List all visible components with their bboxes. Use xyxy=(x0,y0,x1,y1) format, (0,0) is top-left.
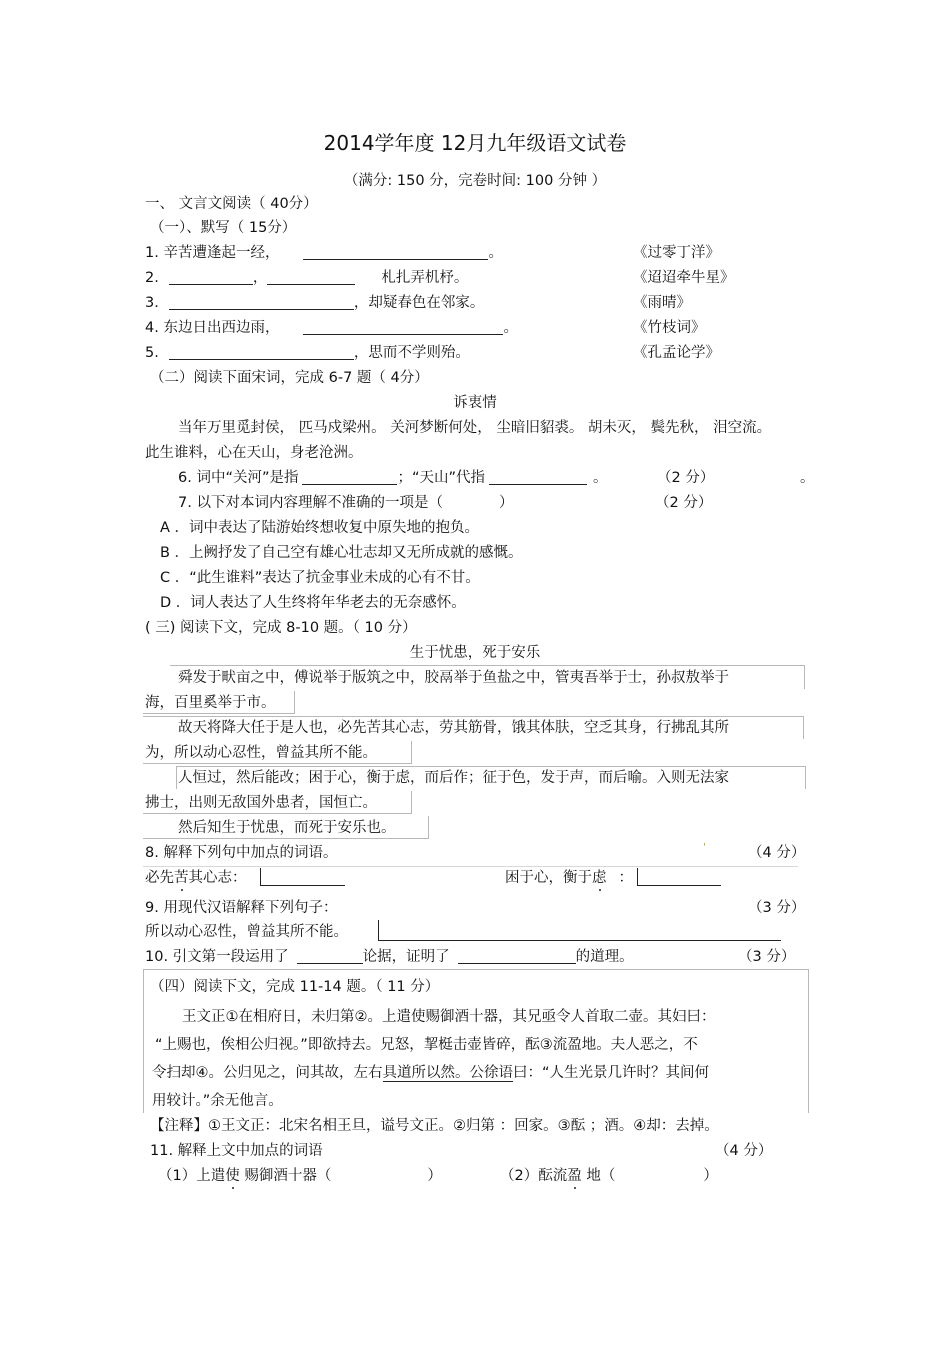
option-b[interactable]: B ．上阙抒发了自己空有雄心壮志却又无所成就的感慨。 xyxy=(160,545,523,561)
question-text: 1. 辛苦遭逢起一经， xyxy=(145,245,280,261)
part-heading: （四）阅读下文，完成 11-14 题。（ 11 分） xyxy=(150,979,440,995)
section-heading: 一、 文言文阅读（ 40分） xyxy=(145,196,318,212)
question-text: 的道理。 xyxy=(575,949,634,965)
answer-blank[interactable] xyxy=(637,868,721,886)
question-6 xyxy=(178,468,608,488)
question-5 xyxy=(145,343,470,363)
question-text: 其心志： xyxy=(188,870,247,886)
question-text: 札扎弄机杼。 xyxy=(381,270,469,286)
question-text: 困于心，衡于 xyxy=(505,870,592,886)
question-text: 5. xyxy=(145,345,159,361)
question-text: ） xyxy=(427,1168,442,1184)
exam-subtitle: （满分: 150 分，完卷时间: 100 分钟 ） xyxy=(343,173,607,189)
story-line: “上赐也，俟相公归视。”即欲持去。兄怒，挈梃击壶皆碎，酝③流盈地。夫人恶之，不 xyxy=(155,1037,698,1053)
question-text: 4. 东边日出西边雨， xyxy=(145,320,280,336)
poem-line: 当年万里觅封侯， 匹马戍梁州。 关河梦断何处， 尘暗旧貂裘。 胡未灭， 鬓先秋， 泪空流。 xyxy=(178,420,772,436)
question-11: 11. 解释上文中加点的词语 xyxy=(150,1143,323,1159)
answer-blank[interactable] xyxy=(260,868,345,886)
answer-blank[interactable] xyxy=(303,319,503,335)
question-text: 6. 词中“关河”是指 xyxy=(178,470,299,486)
answer-blank[interactable] xyxy=(378,920,781,941)
question-text: 地（ xyxy=(581,1168,616,1184)
question-text: ，却疑春色在邻家。 xyxy=(353,295,485,311)
question-3 xyxy=(145,293,484,313)
dotted-word: 盈 xyxy=(567,1168,582,1184)
dotted-word: 虑 xyxy=(592,870,607,886)
part-heading: （二）阅读下面宋词，完成 6-7 题（ 4分） xyxy=(150,370,429,386)
punctuation-mark: 。 xyxy=(800,470,815,486)
stray-mark: ' xyxy=(703,842,706,853)
question-text: 。 xyxy=(488,245,503,261)
question-8b xyxy=(505,868,633,888)
source-label: 《竹枝词》 xyxy=(633,320,706,336)
question-text: ，思而不学则殆。 xyxy=(353,345,470,361)
question-text: 。 xyxy=(593,470,608,486)
answer-blank[interactable] xyxy=(169,269,253,285)
question-1 xyxy=(145,243,503,263)
question-4 xyxy=(145,318,518,338)
question-text: 必先 xyxy=(145,870,174,886)
question-8a xyxy=(145,868,247,888)
answer-blank[interactable] xyxy=(297,948,363,964)
dotted-word: 使 xyxy=(225,1168,240,1184)
question-10 xyxy=(145,947,634,967)
score-label: （4 分） xyxy=(715,1143,773,1159)
story-line: 用较计。”余无他言。 xyxy=(152,1093,283,1109)
story-line xyxy=(152,1063,709,1083)
page-title: 2014学年度 12月九年级语文试卷 xyxy=(323,131,627,155)
question-text: 。 xyxy=(503,320,518,336)
essay-line: 舜发于畎亩之中，傅说举于版筑之中，胶鬲举于鱼盐之中，管夷吾举于士，孙叔敖举于 xyxy=(178,670,729,686)
story-text: 曰：“人生光景几许时？其间何 xyxy=(513,1065,710,1081)
annotation-note: 【注释】①王文正：北宋名相王旦，谥号文正。②归第 ：回家。③酝 ；酒。④却：去掉。 xyxy=(150,1118,719,1134)
option-a[interactable]: A ．词中表达了陆游始终想收复中原失地的抱负。 xyxy=(160,520,480,536)
source-label: 《孔孟论学》 xyxy=(633,345,720,361)
part-heading: （一）、默写（ 15分） xyxy=(150,220,297,236)
story-line: 王文正①在相府日，未归第②。上遣使赐御酒十器，其兄亟令人首取二壶。其妇曰： xyxy=(182,1009,716,1025)
answer-blank[interactable] xyxy=(169,294,354,310)
option-c[interactable]: C ．“此生谁料”表达了抗金事业未成的心有不甘。 xyxy=(160,570,480,586)
question-11-2 xyxy=(500,1166,718,1186)
answer-blank[interactable] xyxy=(489,469,587,485)
essay-line: 人恒过，然后能改；困于心，衡于虑，而后作；征于色，发于声，而后喻。入则无法家 xyxy=(178,770,729,786)
score-label: （4 分） xyxy=(748,845,806,861)
question-text: ） xyxy=(703,1168,718,1184)
score-label: （3 分） xyxy=(738,949,796,965)
question-text: 10. 引文第一段运用了 xyxy=(145,949,289,965)
answer-blank[interactable] xyxy=(267,269,355,285)
underlined-text: 具道所以然。 xyxy=(382,1065,470,1081)
answer-blank[interactable] xyxy=(458,948,576,964)
question-text: （1）上遣 xyxy=(158,1168,226,1184)
question-text: ， xyxy=(252,270,268,286)
question-text: 论据，证明了 xyxy=(362,949,450,965)
question-text: 7. 以下对本词内容理解不准确的一项是（ xyxy=(178,495,443,511)
question-7 xyxy=(178,493,513,513)
underlined-text: 公徐语 xyxy=(469,1065,513,1081)
dotted-word: 苦 xyxy=(174,870,189,886)
poem-title: 诉衷情 xyxy=(453,395,497,411)
question-text: 赐御酒十器（ xyxy=(239,1168,332,1184)
score-label: （2 分） xyxy=(655,495,713,511)
essay-line: 拂士，出则无敌国外患者，国恒亡。 xyxy=(145,795,377,811)
question-text: ： xyxy=(618,870,633,886)
question-9-sentence: 所以动心忍性，曾益其所不能。 xyxy=(145,924,348,940)
answer-blank[interactable] xyxy=(169,344,354,360)
answer-blank[interactable] xyxy=(303,244,488,260)
question-text: （2）酝流 xyxy=(500,1168,568,1184)
option-d[interactable]: D ．词人表达了人生终将年华老去的无奈感怀。 xyxy=(160,595,466,611)
source-label: 《雨晴》 xyxy=(633,295,691,311)
answer-blank[interactable] xyxy=(302,469,397,485)
essay-line: 为，所以动心忍性，曾益其所不能。 xyxy=(145,745,377,761)
essay-line: 故天将降大任于是人也，必先苦其心志，劳其筋骨，饿其体肤，空乏其身，行拂乱其所 xyxy=(178,720,729,736)
essay-title: 生于忧患，死于安乐 xyxy=(409,645,541,661)
question-text: 3. xyxy=(145,295,159,311)
story-text: 令扫却④。公归见之，问其故，左右 xyxy=(152,1065,383,1081)
question-8: 8. 解释下列句中加点的词语。 xyxy=(145,845,338,861)
source-label: 《过零丁洋》 xyxy=(633,245,720,261)
question-text: ；“天山”代指 xyxy=(397,470,485,486)
poem-line: 此生谁料，心在天山，身老沧洲。 xyxy=(145,445,363,461)
score-label: （3 分） xyxy=(748,900,806,916)
part-heading: ( 三) 阅读下文，完成 8-10 题。（ 10 分） xyxy=(145,620,417,636)
essay-line: 然后知生于忧患，而死于安乐也。 xyxy=(178,820,396,836)
source-label: 《迢迢牵牛星》 xyxy=(633,270,735,286)
essay-line: 海，百里奚举于市。 xyxy=(145,695,276,711)
question-2 xyxy=(145,268,468,288)
question-text: 2. xyxy=(145,270,159,286)
score-label: （2 分） xyxy=(657,470,715,486)
question-11-1 xyxy=(158,1166,442,1186)
question-text: ） xyxy=(498,495,514,511)
question-9: 9. 用现代汉语解释下列句子： xyxy=(145,900,338,916)
